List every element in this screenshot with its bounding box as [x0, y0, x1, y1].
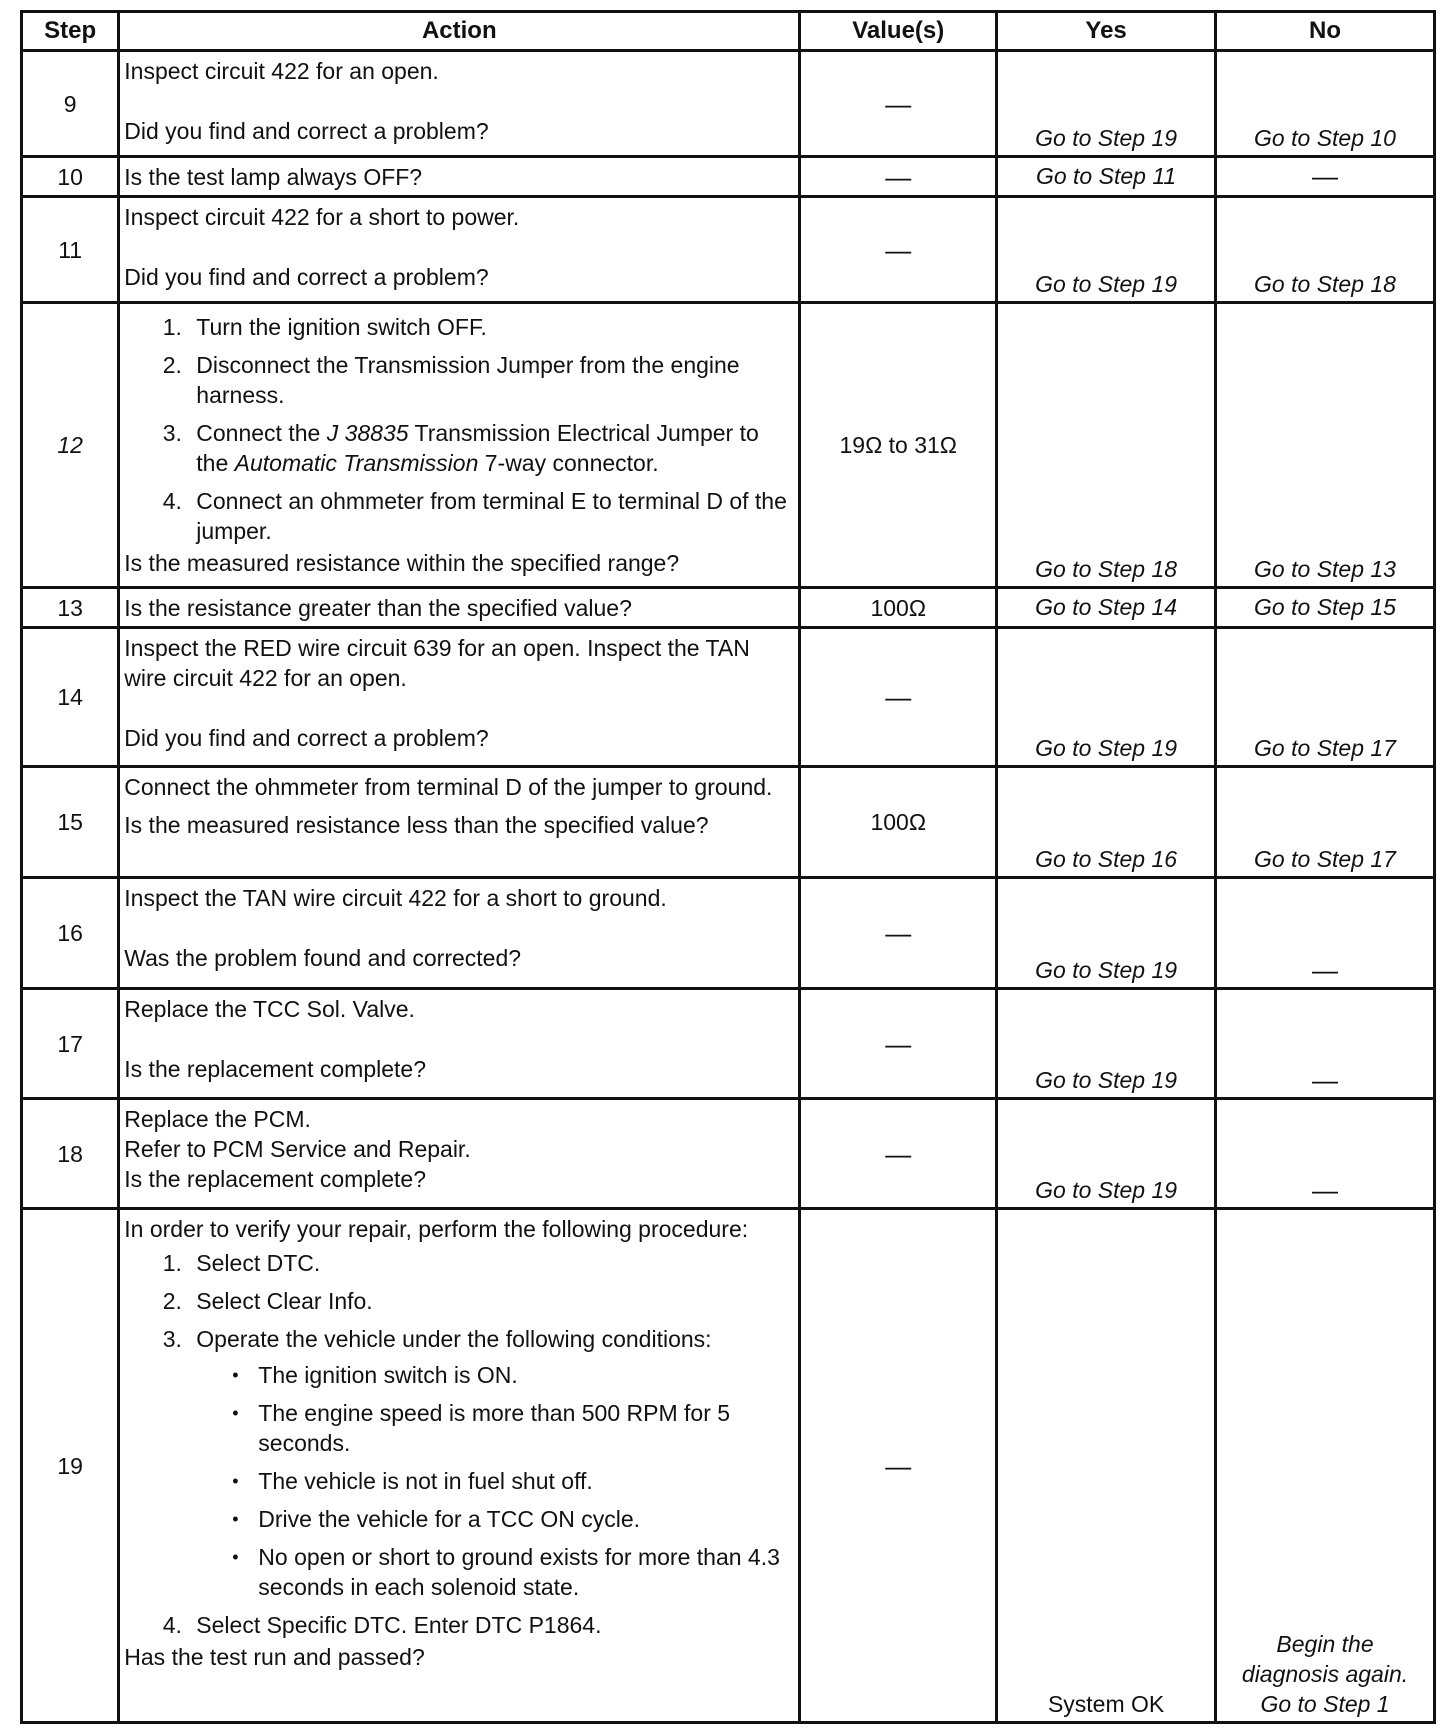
no-cell: — [1216, 157, 1435, 197]
action-cell [119, 878, 800, 989]
action-text: Inspect circuit 422 for a short to power. [124, 204, 520, 230]
step-number: 17 [22, 989, 119, 1099]
action-cell [119, 197, 800, 303]
value-cell: — [800, 197, 997, 303]
value-cell: — [800, 157, 997, 197]
action-question: Is the test lamp always OFF? [124, 163, 423, 190]
step-number: 10 [22, 157, 119, 197]
step-number: 16 [22, 878, 119, 989]
no-cell: — [1216, 989, 1435, 1099]
action-cell [119, 51, 800, 157]
table-row [22, 767, 1435, 878]
yes-cell: Go to Step 19 [997, 1099, 1216, 1209]
table-row [22, 197, 1435, 303]
action-question: Did you find and correct a problem? [124, 725, 489, 751]
yes-cell: Go to Step 18 [997, 303, 1216, 588]
step-number: 12 [22, 303, 119, 588]
list-item: 3. Connect the J 38835 Transmission Electrical Jumper to the Automatic Transmission 7-way connector. [188, 418, 792, 478]
header-action: Action [119, 12, 800, 51]
action-question: Did you find and correct a problem? [124, 118, 489, 144]
action-question: Is the measured resistance less than the specified value? [124, 812, 709, 838]
action-question: Was the problem found and corrected? [124, 945, 522, 971]
diagnostic-table [20, 10, 1436, 1724]
list-item: 4. Select Specific DTC. Enter DTC P1864. [188, 1610, 792, 1640]
action-question: Is the replacement complete? [124, 1166, 426, 1192]
no-cell: Go to Step 15 [1216, 588, 1435, 628]
table-row [22, 1099, 1435, 1209]
list-item: 1. Select DTC. [188, 1248, 792, 1278]
condition-item: • No open or short to ground exists for more than 4.3 seconds in each solenoid state. [232, 1542, 792, 1602]
table-row [22, 303, 1435, 588]
action-cell [119, 588, 800, 628]
list-item: 1. Turn the ignition switch OFF. [188, 312, 792, 342]
action-text: Inspect the RED wire circuit 639 for an open. Inspect the TAN wire circuit 422 for an open. [124, 635, 750, 691]
header-values: Value(s) [800, 12, 997, 51]
table-row [22, 157, 1435, 197]
tool-number: J 38835 [326, 420, 409, 446]
no-cell: — [1216, 878, 1435, 989]
step-number: 18 [22, 1099, 119, 1209]
header-no: No [1216, 12, 1435, 51]
value-cell: — [800, 51, 997, 157]
action-text: Replace the PCM. [124, 1106, 311, 1132]
value-cell: 100Ω [800, 767, 997, 878]
no-cell: Go to Step 13 [1216, 303, 1435, 588]
condition-item: • The vehicle is not in fuel shut off. [232, 1466, 792, 1496]
action-question: Is the resistance greater than the specified value? [124, 594, 632, 621]
action-text: Replace the TCC Sol. Valve. [124, 996, 415, 1022]
diagnostic-table-page [20, 10, 1436, 1724]
value-cell: — [800, 628, 997, 767]
yes-cell: Go to Step 19 [997, 628, 1216, 767]
list-item: 2. Disconnect the Transmission Jumper from the engine harness. [188, 350, 792, 410]
table-row [22, 51, 1435, 157]
procedure-list [124, 312, 792, 546]
action-question: Is the measured resistance within the specified range? [124, 550, 680, 576]
no-cell: — [1216, 1099, 1435, 1209]
action-cell [119, 989, 800, 1099]
no-cell: Go to Step 17 [1216, 767, 1435, 878]
yes-cell: Go to Step 14 [997, 588, 1216, 628]
action-cell [119, 1099, 800, 1209]
list-item: 3. Operate the vehicle under the following conditions: • The ignition switch is ON. • The engine speed is more than 500 RPM for 5 seconds. • The vehicle is not in fuel shut off. • Drive the vehicle for a TCC ON cycle. • No open or short to ground exists for more than 4.3 seconds in each solenoid state. [188, 1324, 792, 1602]
no-cell: Go to Step 10 [1216, 51, 1435, 157]
value-cell: 19Ω to 31Ω [800, 303, 997, 588]
step-number: 15 [22, 767, 119, 878]
procedure-list [124, 1248, 792, 1640]
step-number: 14 [22, 628, 119, 767]
action-cell [119, 767, 800, 878]
step-number: 9 [22, 51, 119, 157]
step-number: 19 [22, 1209, 119, 1723]
action-text: Inspect the TAN wire circuit 422 for a short to ground. [124, 885, 667, 911]
condition-item: • The ignition switch is ON. [232, 1360, 792, 1390]
action-cell [119, 628, 800, 767]
value-cell: — [800, 1099, 997, 1209]
list-item: 4. Connect an ohmmeter from terminal E to terminal D of the jumper. [188, 486, 792, 546]
value-cell: 100Ω [800, 588, 997, 628]
action-cell [119, 1209, 800, 1723]
action-question: Has the test run and passed? [124, 1644, 425, 1670]
action-question: Did you find and correct a problem? [124, 264, 489, 290]
component-name: Automatic Transmission [234, 450, 479, 476]
action-text: Refer to PCM Service and Repair. [124, 1136, 471, 1162]
step-number: 13 [22, 588, 119, 628]
action-question: Is the replacement complete? [124, 1056, 426, 1082]
step-number: 11 [22, 197, 119, 303]
value-cell: — [800, 878, 997, 989]
yes-cell: Go to Step 19 [997, 989, 1216, 1099]
action-cell [119, 157, 800, 197]
yes-cell: Go to Step 19 [997, 197, 1216, 303]
value-cell: — [800, 1209, 997, 1723]
table-row [22, 1209, 1435, 1723]
condition-list [196, 1360, 792, 1602]
table-row [22, 878, 1435, 989]
value-cell: — [800, 989, 997, 1099]
table-row [22, 989, 1435, 1099]
action-cell [119, 303, 800, 588]
condition-item: • Drive the vehicle for a TCC ON cycle. [232, 1504, 792, 1534]
header-step: Step [22, 12, 119, 51]
table-row [22, 628, 1435, 767]
action-text: In order to verify your repair, perform the following procedure: [124, 1216, 749, 1242]
header-row [22, 12, 1435, 51]
no-cell: Begin the diagnosis again. Go to Step 1 [1216, 1209, 1435, 1723]
condition-item: • The engine speed is more than 500 RPM for 5 seconds. [232, 1398, 792, 1458]
table-row [22, 588, 1435, 628]
yes-cell: Go to Step 19 [997, 878, 1216, 989]
no-cell: Go to Step 17 [1216, 628, 1435, 767]
list-item: 2. Select Clear Info. [188, 1286, 792, 1316]
header-yes: Yes [997, 12, 1216, 51]
no-cell: Go to Step 18 [1216, 197, 1435, 303]
action-text: Inspect circuit 422 for an open. [124, 58, 439, 84]
action-text: Connect the ohmmeter from terminal D of the jumper to ground. [124, 774, 773, 800]
yes-cell: Go to Step 11 [997, 157, 1216, 197]
yes-cell: System OK [997, 1209, 1216, 1723]
yes-cell: Go to Step 19 [997, 51, 1216, 157]
yes-cell: Go to Step 16 [997, 767, 1216, 878]
